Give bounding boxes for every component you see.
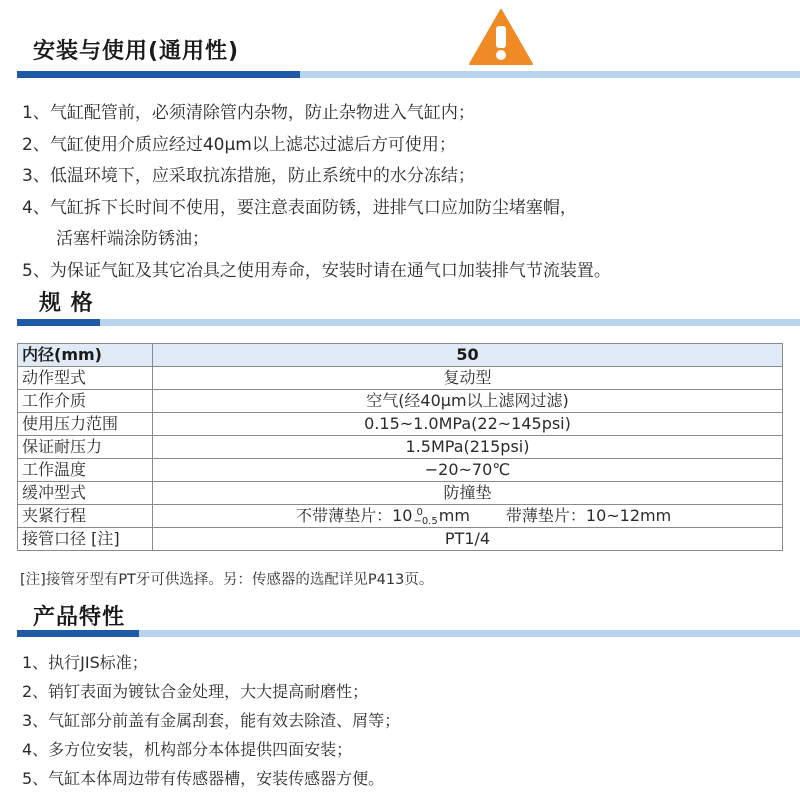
install-instructions-list <box>22 98 611 287</box>
row-label: 夹紧行程 <box>18 505 153 528</box>
feature-item-3: 3、气缸部分前盖有金属刮套，能有效去除渣、屑等； <box>22 711 401 730</box>
install-item-1: 1、气缸配管前，必须清除管内杂物，防止杂物进入气缸内； <box>22 103 475 123</box>
table-row <box>18 413 783 436</box>
row-label: 工作温度 <box>18 459 153 482</box>
row-value: 防撞垫 <box>153 482 783 505</box>
table-row <box>18 367 783 390</box>
section-install-bar-dark <box>17 71 300 78</box>
row-label: 工作介质 <box>18 390 153 413</box>
row-label: 使用压力范围 <box>18 413 153 436</box>
row-value: 复动型 <box>153 367 783 390</box>
table-header-value: 50 <box>153 344 783 367</box>
table-header-label: 内径(mm) <box>18 344 153 367</box>
spec-table <box>17 343 783 551</box>
row-value: −20~70℃ <box>153 459 783 482</box>
feature-item-2: 2、销钉表面为镀钛合金处理，大大提高耐磨性； <box>22 682 369 701</box>
section-spec-header <box>17 280 800 330</box>
table-row <box>18 390 783 413</box>
features-list <box>22 648 400 793</box>
row-label: 保证耐压力 <box>18 436 153 459</box>
row-value: 1.5MPa(215psi) <box>153 436 783 459</box>
section-features-title: 产品特性 <box>33 605 126 630</box>
table-row-clamp-stroke <box>18 505 783 528</box>
section-spec-title: 规 格 <box>39 291 94 316</box>
section-features-header <box>17 592 800 640</box>
row-value: 空气(经40μm以上滤网过滤) <box>153 390 783 413</box>
table-header-row <box>18 344 783 367</box>
clamp-with-shim: 带薄垫片：10~12mm <box>505 506 672 525</box>
section-install-title: 安装与使用(通用性) <box>33 39 240 64</box>
section-features-bar-dark <box>17 630 139 637</box>
install-item-3: 3、低温环境下，应采取抗冻措施，防止系统中的水分冻结； <box>22 166 475 186</box>
section-install-bar-light <box>300 71 800 78</box>
row-label: 接管口径 [注] <box>18 528 153 551</box>
install-item-2: 2、气缸使用介质应经过40μm以上滤芯过滤后方可使用； <box>22 134 456 155</box>
table-row <box>18 436 783 459</box>
warning-icon <box>468 8 534 66</box>
table-row <box>18 459 783 482</box>
section-features-bar-light <box>139 630 800 637</box>
tolerance-stack <box>413 508 437 526</box>
install-item-5: 5、为保证气缸及其它冶具之使用寿命，安装时请在通气口加装排气节流装置。 <box>22 260 611 281</box>
clamp-suffix: mm <box>438 506 470 525</box>
install-item-4: 4、气缸拆下长时间不使用，要注意表面防锈，进排气口应加防尘堵塞帽， <box>22 197 577 218</box>
section-install-header <box>17 0 800 82</box>
table-row <box>18 482 783 505</box>
row-label: 缓冲型式 <box>18 482 153 505</box>
section-spec-bar-light <box>100 319 800 326</box>
clamp-without-shim <box>157 505 480 527</box>
clamp-prefix: 不带薄垫片：10 <box>296 506 413 525</box>
tolerance-upper: 0 <box>416 506 423 518</box>
feature-item-4: 4、多方位安装，机构部分本体提供四面安装； <box>22 740 353 759</box>
row-label: 动作型式 <box>18 367 153 390</box>
row-value: PT1/4 <box>153 528 783 551</box>
row-value: 0.15~1.0MPa(22~145psi) <box>153 413 783 436</box>
tolerance-lower: −0.5 <box>413 515 438 527</box>
table-row-port <box>18 528 783 551</box>
spec-note: [注]接管牙型有PT牙可供选择。另：传感器的选配详见P413页。 <box>20 572 434 588</box>
install-item-4-continued: 活塞杆端涂防锈油； <box>56 229 209 249</box>
feature-item-5: 5、气缸本体周边带有传感器槽，安装传感器方便。 <box>22 769 385 788</box>
section-spec-bar-dark <box>17 319 100 326</box>
feature-item-1: 1、执行JIS标准； <box>22 653 148 672</box>
clamp-stroke-value <box>153 505 783 528</box>
